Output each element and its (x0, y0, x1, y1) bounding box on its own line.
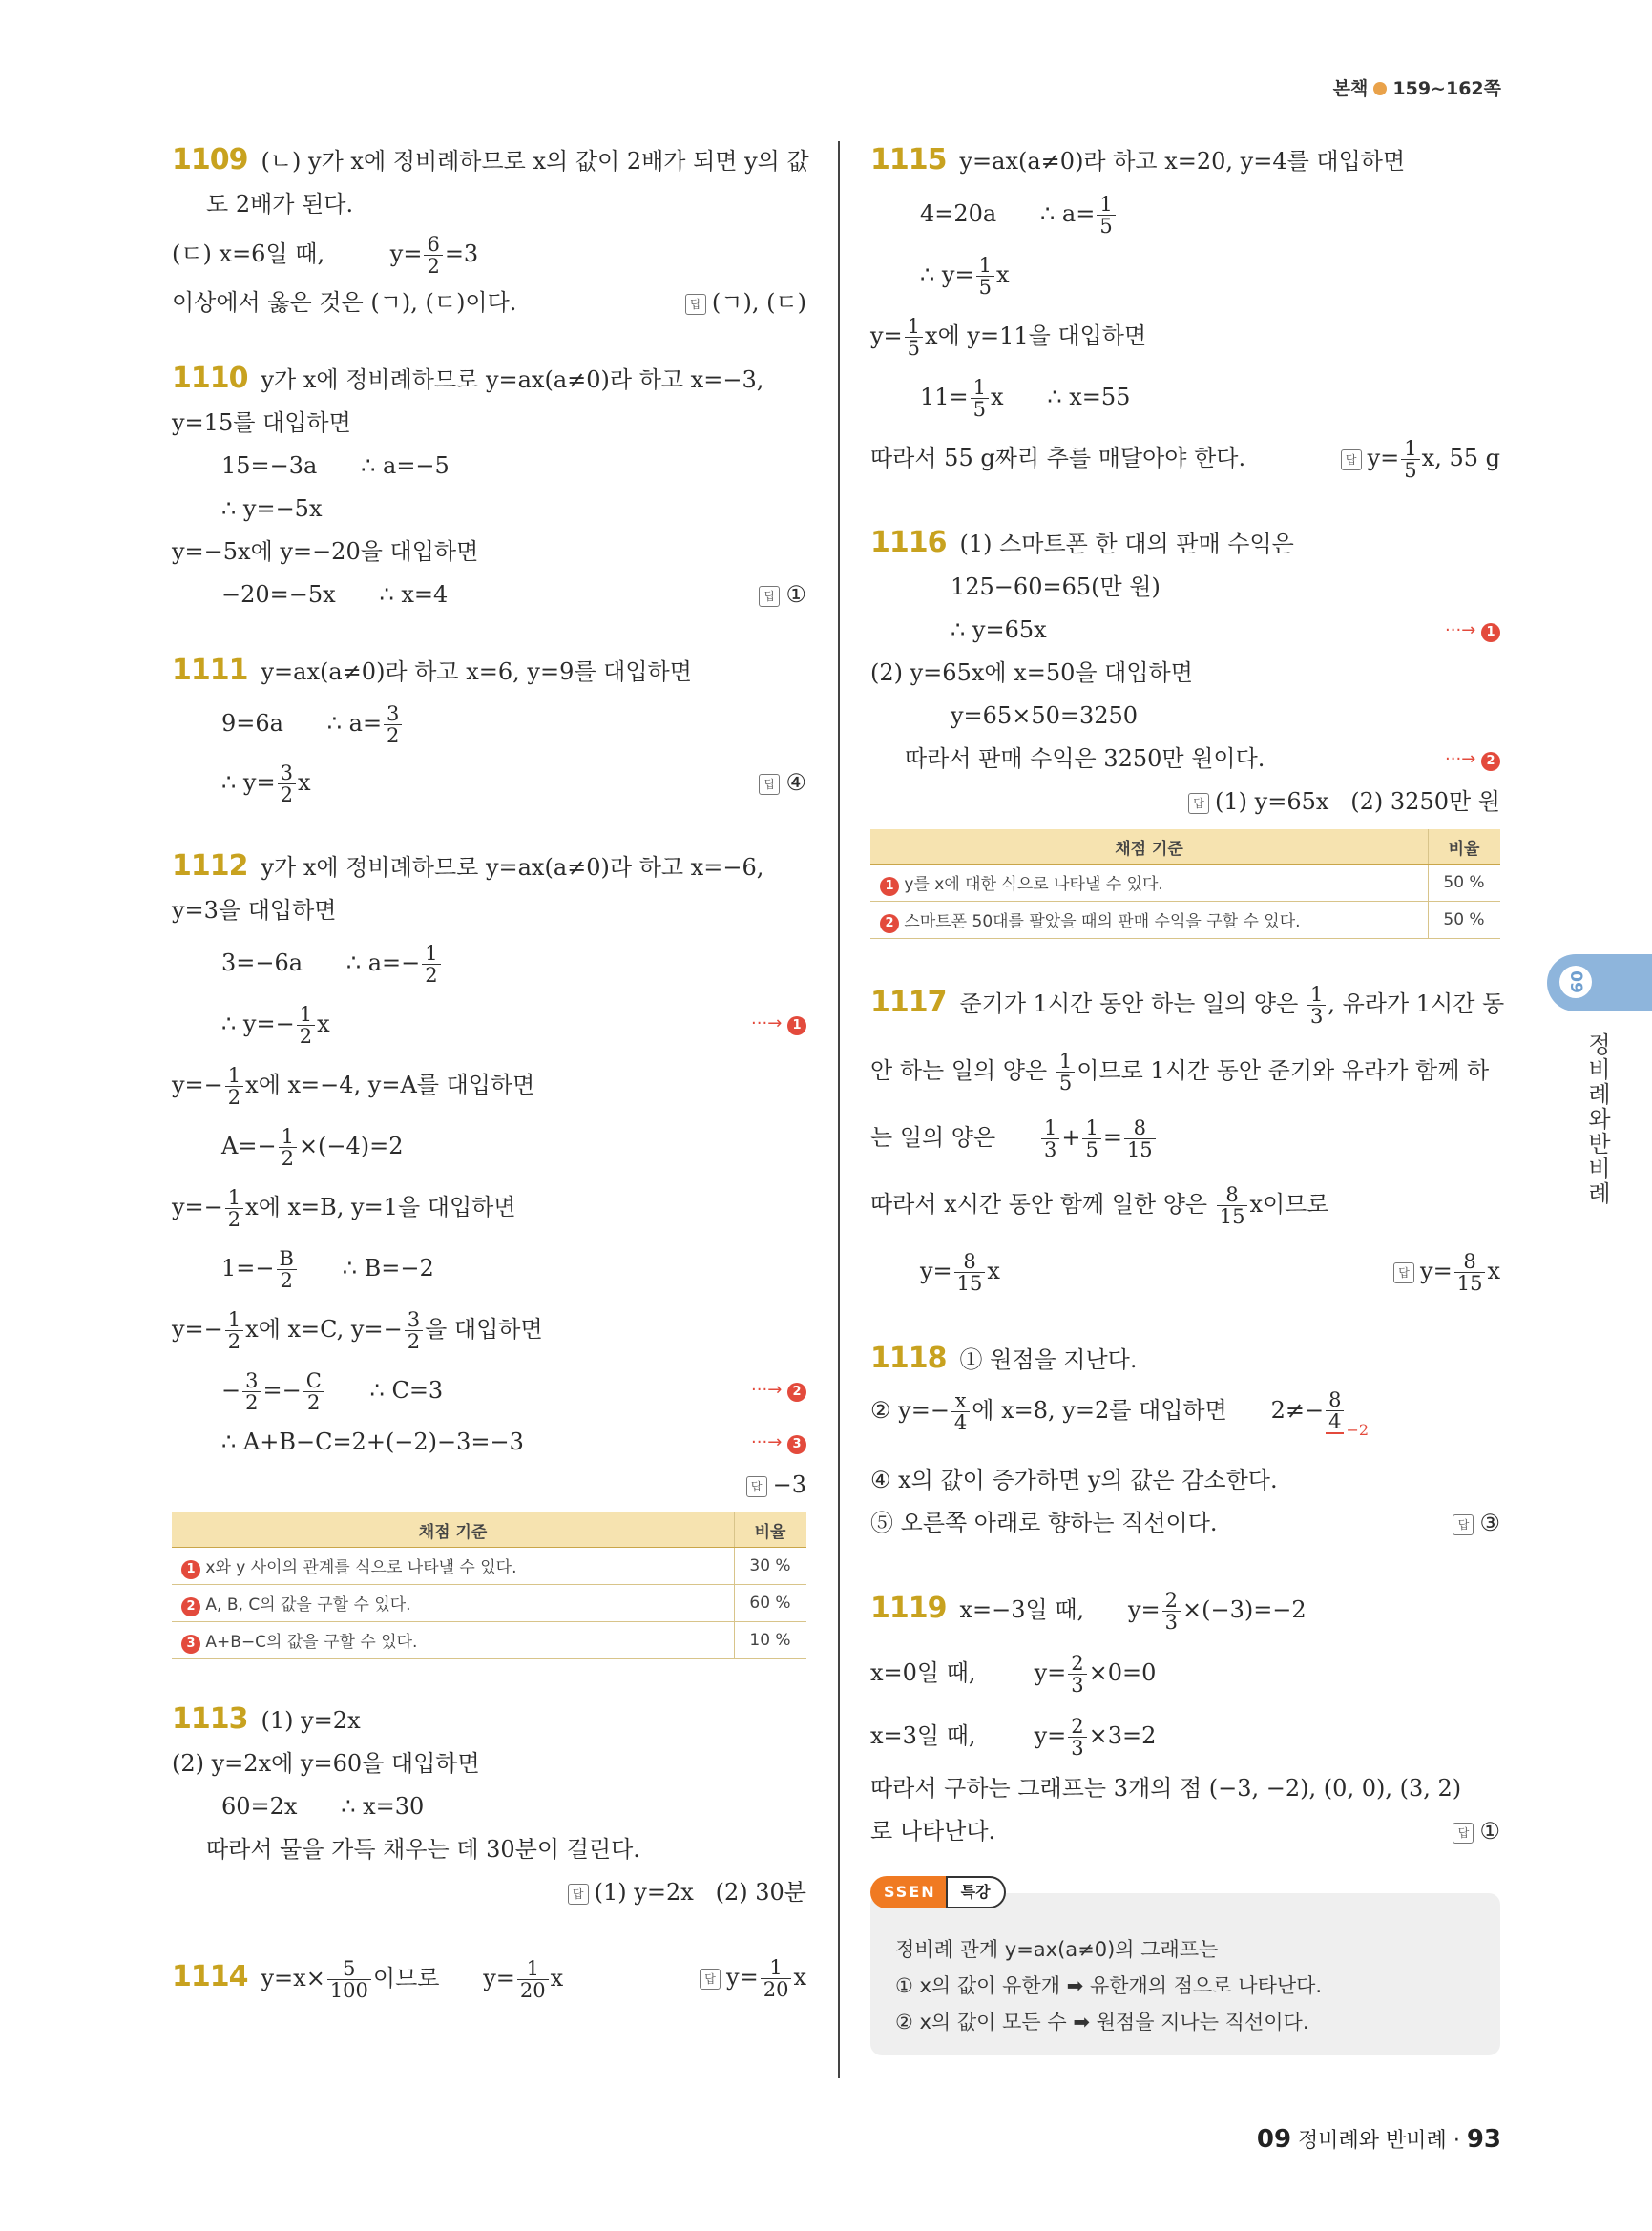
solution-line: 따라서 55 g짜리 추를 매달아야 한다. 답 y= $\frac{1}{5}$ x, 55 g (870, 427, 1500, 489)
solution-line: 안 하는 일의 양은 $\frac{1}{5}$ 이므로 1시간 동안 준기와 유라가 함께 하 (870, 1050, 1490, 1095)
answer: 답 ① (759, 573, 806, 616)
fraction: $\frac{1}{2}$ (422, 943, 440, 986)
solution-line: y= $\frac{1}{5}$ x에 y=11을 대입하면 (870, 315, 1147, 360)
solution-line: y=ax(a≠0)라 하고 x=20, y=4를 대입하면 (959, 148, 1406, 175)
fraction: $\frac{1}{2}$ (279, 1126, 297, 1169)
solution-line: y가 x에 정비례하므로 y=ax(a≠0)라 하고 x=−6, (261, 854, 764, 881)
answer: 답 (ㄱ), (ㄷ) (685, 281, 806, 324)
answer-icon: 답 (568, 1884, 589, 1905)
chapter-tab-title: 정비례와 반비례 (1588, 1032, 1611, 1207)
solution-line: 125−60=65(만 원) (951, 573, 1161, 600)
column-divider (838, 141, 840, 2078)
answer-icon: 답 (746, 1476, 767, 1497)
footer-chapter-title: 정비례와 반비례 (1298, 2129, 1447, 2153)
answer: 답 (1) y=65x (2) 3250만 원 (1188, 781, 1500, 824)
step-marker: ···→ 3 (751, 1421, 806, 1464)
solution-line: 1114 y=x× $\frac{5}{100}$ 이므로 y= $\frac{1}{20}$ x 답 y= $\frac{1}{20}$ x (172, 1947, 806, 2009)
table-row: 1 y를 x에 대한 식으로 나타낼 수 있다. 50 % (870, 865, 1500, 902)
answer: 답 ④ (759, 753, 806, 812)
solution-line: ④ x의 값이 증가하면 y의 값은 감소한다. (870, 1467, 1278, 1493)
ssen-tip-box (870, 1883, 1500, 2055)
page-header (1333, 74, 1501, 100)
solution-line: 1117 준기가 1시간 동안 하는 일의 양은 $\frac{1}{3}$ , 유라가 1시간 동 (870, 983, 1505, 1028)
solution-line: y=ax(a≠0)라 하고 x=6, y=9를 대입하면 (261, 658, 692, 685)
problem-1115 (870, 138, 1500, 489)
fraction: $\frac{1}{5}$ (905, 316, 923, 359)
problem-number: 1113 (172, 1702, 248, 1736)
fraction: $\frac{2}{3}$ (1068, 1716, 1086, 1759)
answer-icon: 답 (1341, 449, 1362, 470)
solution-line: ⑤ 오른쪽 아래로 향하는 직선이다. 답 ③ (870, 1502, 1500, 1545)
fraction: $\frac{1}{3}$ (1041, 1117, 1059, 1160)
problem-number: 1117 (870, 986, 947, 1019)
fraction: $\frac{2}{3}$ (1162, 1590, 1181, 1633)
tip-line: ② x의 값이 모든 수 ➡ 원점을 지나는 직선이다. (895, 2011, 1309, 2033)
problem-1112 (172, 844, 806, 1659)
answer-icon: 답 (1453, 1514, 1474, 1535)
step-marker: ···→ 1 (1445, 609, 1500, 652)
table-row: 2 스마트폰 50대를 팔았을 때의 판매 수익을 구할 수 있다. 50 % (870, 902, 1500, 939)
solution-line: 따라서 판매 수익은 3250만 원이다. ···→ 2 (870, 738, 1500, 781)
table-header: 비율 (735, 1512, 807, 1548)
solution-line: 1=− $\frac{B}{2}$ ∴ B=−2 (221, 1247, 434, 1292)
bullet-icon (1373, 82, 1387, 95)
solution-line: 이상에서 옳은 것은 (ㄱ), (ㄷ)이다. 답 (ㄱ), (ㄷ) (172, 281, 806, 324)
solution-line (172, 1871, 806, 1914)
problem-number: 1111 (172, 654, 248, 687)
solution-line: (ㄴ) y가 x에 정비례하므로 x의 값이 2배가 되면 y의 값 (261, 148, 809, 175)
answer-icon: 답 (1393, 1262, 1414, 1283)
fraction: $\frac{2}{3}$ (1068, 1653, 1086, 1696)
page-footer: 09 정비례와 반비례 · 93 (1256, 2125, 1501, 2154)
problem-1119 (870, 1577, 1500, 1853)
page-number: 93 (1466, 2125, 1501, 2154)
fraction: $\frac{1}{5}$ (1082, 1117, 1100, 1160)
fraction: $\frac{3}{2}$ (405, 1309, 423, 1352)
solution-line: (2) y=65x에 x=50을 대입하면 (870, 659, 1193, 686)
solution-line: (1) y=2x (261, 1707, 361, 1734)
problem-1117 (870, 970, 1505, 1304)
answer-icon: 답 (700, 1969, 721, 1990)
table-row: 2 A, B, C의 값을 구할 수 있다. 60 % (172, 1585, 806, 1622)
solution-line: 따라서 구하는 그래프는 3개의 점 (−3, −2), (0, 0), (3, 2) (870, 1775, 1462, 1802)
solution-line: 1119 x=−3일 때, y= $\frac{2}{3}$ ×(−3)=−2 (870, 1589, 1307, 1634)
fraction: $\frac{8}{15}$ (1217, 1184, 1248, 1227)
answer: 답 y= $\frac{8}{15}$ x (1393, 1238, 1500, 1304)
solution-line: y=− $\frac{1}{2}$ x에 x=B, y=1을 대입하면 (172, 1186, 516, 1231)
problem-1109 (172, 138, 809, 324)
header-pages: 159~162쪽 (1392, 78, 1501, 99)
fraction: $\frac{1}{2}$ (297, 1004, 315, 1047)
solution-line: 따라서 물을 가득 채우는 데 30분이 걸린다. (206, 1836, 640, 1863)
fraction: $\frac{B}{2}$ (277, 1248, 297, 1291)
fraction: $\frac{5}{100}$ (327, 1958, 371, 2001)
problem-1113 (172, 1698, 806, 1914)
solution-line: x=0일 때, y= $\frac{2}{3}$ ×0=0 (870, 1652, 1157, 1697)
fraction: $\frac{1}{5}$ (1097, 194, 1115, 237)
solution-line: ∴ A+B−C=2+(−2)−3=−3 ···→ 3 (172, 1421, 806, 1464)
problem-1110 (172, 357, 806, 616)
solution-line: ∴ y=− $\frac{1}{2}$ x ···→ 1 (172, 993, 806, 1054)
fraction: $\frac{1}{5}$ (971, 377, 989, 420)
fraction: $\frac{1}{2}$ (225, 1187, 243, 1230)
fraction: $\frac{1}{20}$ (517, 1958, 549, 2001)
answer-icon: 답 (759, 774, 780, 795)
problem-number: 1118 (870, 1342, 947, 1375)
tip-line: 정비례 관계 y=ax(a≠0)의 그래프는 (895, 1938, 1219, 1961)
problem-1111 (172, 649, 806, 812)
solution-line: y= $\frac{8}{15}$ x 답 y= $\frac{8}{15}$ x (870, 1238, 1500, 1304)
answer: 답 (1) y=2x (2) 30분 (568, 1871, 806, 1914)
solution-line: 로 나타난다. 답 ① (870, 1810, 1500, 1853)
tip-line: ① x의 값이 유한개 ➡ 유한개의 점으로 나타난다. (895, 1974, 1323, 1997)
answer: 답 y= $\frac{1}{5}$ x, 55 g (1341, 427, 1500, 489)
step-marker: ···→ 2 (751, 1360, 806, 1421)
problem-number: 1116 (870, 526, 947, 559)
footer-chapter-number: 09 (1256, 2125, 1292, 2154)
problem-1118 (870, 1337, 1500, 1545)
solution-line: y=65×50=3250 (951, 702, 1139, 729)
fraction: $\frac{1}{2}$ (225, 1065, 243, 1108)
solution-line: ② y=− $\frac{x}{4}$ 에 x=8, y=2를 대입하면 2≠− $\frac{8}{4}$ $_{-2}$ (870, 1388, 1370, 1439)
solution-line: ∴ y=65x ···→ 1 (870, 609, 1500, 652)
fraction: $\frac{8}{15}$ (954, 1251, 986, 1294)
grading-criteria-table (870, 829, 1500, 939)
solution-line: 3=−6a ∴ a=− $\frac{1}{2}$ (172, 932, 806, 993)
fraction: $\frac{1}{5}$ (976, 255, 994, 298)
chapter-tab[interactable] (1547, 954, 1652, 1011)
answer-icon: 답 (759, 586, 780, 607)
problem-1116 (870, 521, 1500, 939)
answer: 답 −3 (746, 1464, 806, 1507)
problem-number: 1115 (870, 143, 947, 177)
fraction: $\frac{3}{2}$ (278, 762, 296, 805)
problem-1114 (172, 1947, 806, 2009)
solution-line: y=15를 대입하면 (172, 409, 351, 436)
solution-line: 60=2x ∴ x=30 (221, 1793, 425, 1820)
solution-line: ∴ y= $\frac{3}{2}$ x 답 ④ (172, 753, 806, 812)
solution-line: y=− $\frac{1}{2}$ x에 x=−4, y=A를 대입하면 (172, 1064, 535, 1109)
fraction: $\frac{C}{2}$ (303, 1370, 324, 1413)
fraction: $\frac{3}{2}$ (242, 1370, 261, 1413)
ssen-badge: SSEN 특강 (870, 1872, 1006, 1908)
chapter-tab-number: 09 (1559, 966, 1592, 998)
fraction: $\frac{1}{5}$ (1056, 1051, 1075, 1094)
solution-line: ∴ y= $\frac{1}{5}$ x (920, 254, 1010, 299)
right-column (870, 138, 1505, 2055)
solution-line: y가 x에 정비례하므로 y=ax(a≠0)라 하고 x=−3, (261, 366, 764, 393)
problem-number: 1110 (172, 362, 248, 395)
solution-line: y=3을 대입하면 (172, 897, 337, 924)
solution-line: ∴ y=−5x (221, 495, 323, 522)
answer-icon: 답 (685, 294, 706, 315)
solution-line: A=− $\frac{1}{2}$ ×(−4)=2 (221, 1125, 404, 1170)
solution-line: 4=20a ∴ a= $\frac{1}{5}$ (870, 183, 1500, 244)
answer: 답 ③ (1453, 1502, 1500, 1545)
solution-line: 9=6a ∴ a= $\frac{3}{2}$ (172, 694, 806, 753)
solution-line: −20=−5x ∴ x=4 답 ① (172, 573, 806, 616)
solution-line: (ㄷ) x=6일 때, y= $\frac{6}{2}$ =3 (172, 233, 479, 278)
problem-number: 1119 (870, 1592, 947, 1625)
fraction: $\frac{x}{4}$ (951, 1390, 970, 1433)
grading-criteria-table (172, 1512, 806, 1659)
solution-line: 는 일의 양은 $\frac{1}{3}$ + $\frac{1}{5}$ = $\frac{8}{15}$ (870, 1104, 1500, 1171)
solution-line: (2) y=2x에 y=60을 대입하면 (172, 1750, 480, 1777)
answer-icon: 답 (1188, 793, 1209, 814)
answer: 답 ① (1453, 1810, 1500, 1853)
step-marker: ···→ 2 (1445, 738, 1500, 781)
step-marker: ···→ 1 (751, 993, 806, 1054)
solution-line (870, 781, 1500, 824)
solution-line: 도 2배가 된다. (206, 191, 354, 218)
solution-line: 따라서 x시간 동안 함께 일한 양은 $\frac{8}{15}$ x이므로 (870, 1183, 1329, 1228)
left-column (172, 138, 809, 2009)
fraction: $\frac{3}{2}$ (384, 703, 402, 746)
solution-line: y=− $\frac{1}{2}$ x에 x=C, y=− $\frac{3}{2}$ 을 대입하면 (172, 1308, 543, 1353)
solution-line: 15=−3a ∴ a=−5 (221, 452, 450, 479)
fraction: $\frac{1}{2}$ (225, 1309, 243, 1352)
table-row: 1 x와 y 사이의 관계를 식으로 나타낼 수 있다. 30 % (172, 1548, 806, 1585)
table-header: 비율 (1429, 829, 1501, 865)
table-header: 채점 기준 (870, 829, 1429, 865)
solution-line: 11= $\frac{1}{5}$ x ∴ x=55 (920, 376, 1131, 421)
annotation-note: −2 (1346, 1421, 1370, 1439)
solution-line: x=3일 때, y= $\frac{2}{3}$ ×3=2 (870, 1715, 1157, 1760)
answer: 답 y= $\frac{1}{20}$ x (700, 1947, 806, 2008)
table-row: 3 A+B−C의 값을 구할 수 있다. 10 % (172, 1622, 806, 1659)
fraction: $\frac{8}{4}$ (1326, 1389, 1344, 1434)
fraction: $\frac{6}{2}$ (424, 234, 442, 277)
header-book: 본책 (1332, 78, 1369, 99)
answer-icon: 답 (1453, 1823, 1474, 1844)
solution-line: ① 원점을 지난다. (959, 1346, 1138, 1373)
fraction: $\frac{8}{15}$ (1124, 1117, 1156, 1160)
table-header: 채점 기준 (172, 1512, 735, 1548)
solution-line (172, 1464, 806, 1507)
problem-number: 1109 (172, 143, 248, 177)
solution-line: (1) 스마트폰 한 대의 판매 수익은 (959, 531, 1294, 557)
problem-number: 1112 (172, 849, 248, 883)
solution-line: − $\frac{3}{2}$ =− $\frac{C}{2}$ ∴ C=3 ···→ 2 (172, 1360, 806, 1421)
problem-number: 1114 (172, 1960, 248, 1993)
fraction: $\frac{1}{3}$ (1307, 984, 1326, 1027)
solution-line: y=−5x에 y=−20을 대입하면 (172, 538, 479, 565)
